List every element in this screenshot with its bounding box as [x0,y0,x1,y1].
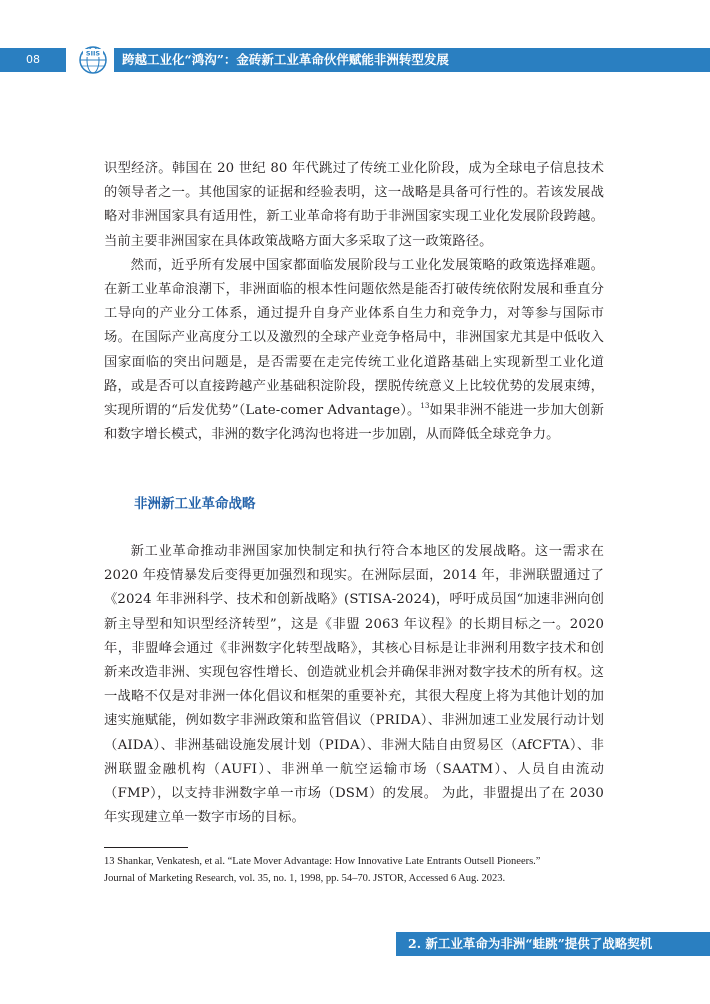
footnote-line-1: 13 Shankar, Venkatesh, et al. “Late Mover Advantage: How Innovative Late Entrants Outsell Pioneers.” [104,856,541,867]
body-continuation [104,157,604,447]
page-number: 08 [0,48,66,72]
footnote-line-2: Journal of Marketing Research, vol. 35, no. 1, 1998, pp. 54–70. JSTOR, Accessed 6 Aug. 2023. [104,873,506,884]
paragraph-2 [104,254,604,448]
paragraph-2-text: 然而，近乎所有发展中国家都面临发展阶段与工业化发展策略的政策选择难题。在新工业革命浪潮下，非洲面临的根本性问题依然是能否打破传统依附发展和垂直分工导向的产业分工体系，通过提升自身产业体系自生力和竞争力，对等参与国际市场。在国际产业高度分工以及激烈的全球产业竞争格局中，非洲国家尤其是中低收入国家面临的突出问题是，是否需要在走完传统工业化道路基础上实现新型工业化道路，或是否可以直接跨越产业基础积淀阶段，摆脱传统意义上比较优势的发展束缚，实现所谓的“后发优势”（Late-comer Advantage）。 [104,257,604,419]
footnote-ref-13[interactable]: 13 [420,402,430,411]
section-heading: 非洲新工业革命战略 [134,496,256,512]
footnote [104,853,604,887]
footnote-divider [104,847,188,848]
section-body [104,540,604,830]
header-title: 跨越工业化“鸿沟”：金砖新工业革命伙伴赋能非洲转型发展 [114,48,710,72]
siis-logo-icon [77,45,109,75]
paragraph-2-tail: 如果非洲不能进一步加大创新和数字增长模式，非洲的数字化鸿沟也将进一步加剧，从而降低全球竞争力。 [104,403,604,443]
logo-text: SIIS [85,49,101,58]
paragraph-3: 新工业革命推动非洲国家加快制定和执行符合本地区的发展战略。这一需求在 2020 年疫情暴发后变得更加强烈和现实。在洲际层面，2014 年，非洲联盟通过了《2024 年非洲科学、技术和创新战略》(STISA-2024)，呼吁成员国“加速非洲向创新主导型和知识型经济转型”，这是《非盟 2063 年议程》的长期目标之一。2020 年，非盟峰会通过《非洲数字化转型战略》，其核心目标是让非洲利用数字技术和创新来改造非洲、实现包容性增长、创造就业机会并确保非洲对数字技术的所有权。这一战略不仅是对非洲一体化倡议和框架的重要补充，其很大程度上将为其他计划的加速实施赋能，例如数字非洲政策和监管倡议（PRIDA）、非洲加速工业发展行动计划（AIDA）、非洲基础设施发展计划（PIDA）、非洲大陆自由贸易区（AfCFTA）、非洲联盟金融机构（AUFI）、非洲单一航空运输市场（SAATM）、人员自由流动（FMP），以支持非洲数字单一市场（DSM）的发展。 为此，非盟提出了在 2030 年实现建立单一数字市场的目标。 [104,544,604,826]
chapter-footer: 2. 新工业革命为非洲“蛙跳”提供了战略契机 [396,932,710,956]
paragraph-1: 识型经济。韩国在 20 世纪 80 年代跳过了传统工业化阶段，成为全球电子信息技术的领导者之一。其他国家的证据和经验表明，这一战略是具备可行性的。若该发展战略对非洲国家具有适用性，新工业革命将有助于非洲国家实现工业化发展阶段跨越。当前主要非洲国家在具体政策战略方面大多采取了这一政策路径。 [104,161,604,249]
